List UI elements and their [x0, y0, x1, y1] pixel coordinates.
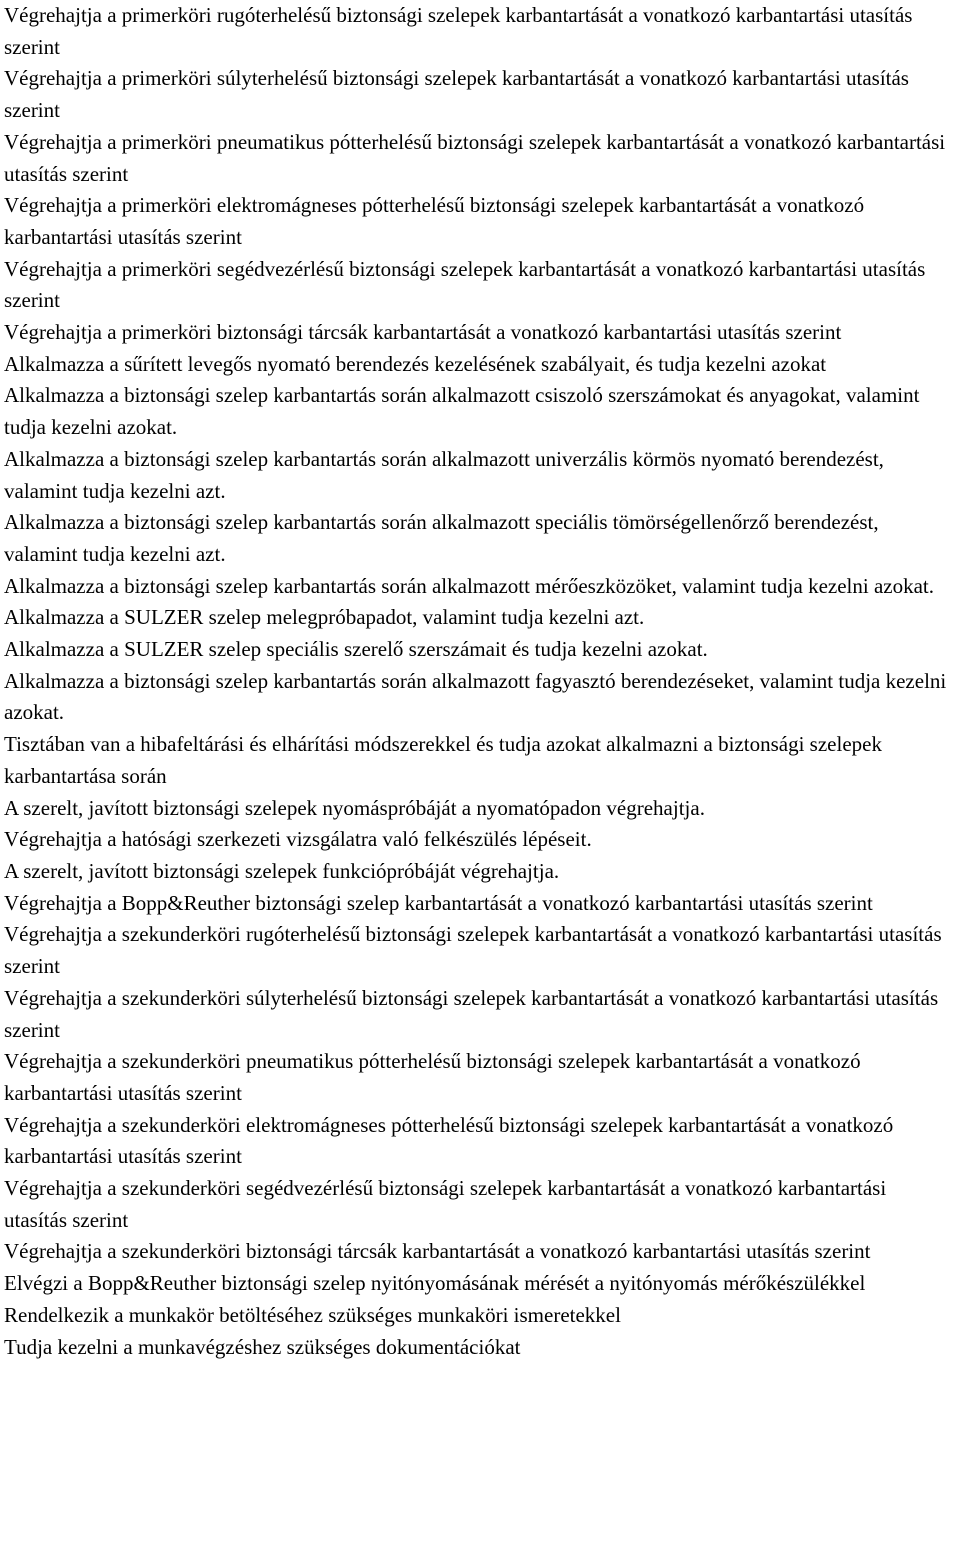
competency-item-13: Alkalmazza a SULZER szelep speciális szerelő szerszámait és tudja kezelni azokat. [4, 637, 708, 662]
competency-item-23: Végrehajtja a szekunderköri elektromágneses pótterhelésű biztonsági szelepek karbantartását a vonatkozó karbantartási utasítás szerint [4, 1112, 894, 1169]
competency-item-8: Alkalmazza a biztonsági szelep karbantartás során alkalmazott csiszoló szerszámokat és anyagokat, valamint tudja kezelni azokat. [4, 383, 920, 440]
competency-item-27: Rendelkezik a munkakör betöltéséhez szükséges munkaköri ismeretekkel [4, 1302, 621, 1327]
competency-item-24: Végrehajtja a szekunderköri segédvezérlésű biztonsági szelepek karbantartását a vonatkozó karbantartási utasítás szerint [4, 1176, 887, 1232]
competency-item-4: Végrehajtja a primerköri elektromágneses pótterhelésű biztonsági szelepek karbantartását a vonatkozó karbantartási utasítás szerint [4, 193, 865, 249]
competency-item-15: Tisztában van a hibafeltárási és elhárítási módszerekkel és tudja azokat alkalmazni a biztonsági szelepek karbantartása során [4, 732, 882, 788]
competency-item-20: Végrehajtja a szekunderköri rugóterhelésű biztonsági szelepek karbantartását a vonatkozó karbantartási utasítás szerint [4, 922, 942, 979]
competency-item-19: Végrehajtja a Bopp&Reuther biztonsági szelep karbantartását a vonatkozó karbantartási utasítás szerint [4, 890, 873, 915]
competency-item-14: Alkalmazza a biztonsági szelep karbantartás során alkalmazott fagyasztó berendezéseket, valamint tudja kezelni azokat. [4, 668, 947, 725]
competency-item-11: Alkalmazza a biztonsági szelep karbantartás során alkalmazott mérőeszközöket, valamint tudja kezelni azokat. [4, 573, 935, 598]
competency-item-3: Végrehajtja a primerköri pneumatikus pótterhelésű biztonsági szelepek karbantartását a vonatkozó karbantartási utasítás szerint [4, 129, 946, 186]
competency-item-5: Végrehajtja a primerköri segédvezérlésű biztonsági szelepek karbantartását a vonatkozó karbantartási utasítás szerint [4, 256, 926, 313]
competency-item-7: Alkalmazza a sűrített levegős nyomató berendezés kezelésének szabályait, és tudja kezelni azokat [4, 351, 827, 376]
competency-item-10: Alkalmazza a biztonsági szelep karbantartás során alkalmazott speciális tömörségellenőrző berendezést, valamint tudja kezelni azt. [4, 510, 879, 566]
competency-item-28: Tudja kezelni a munkavégzéshez szükséges dokumentációkat [4, 1334, 521, 1359]
competency-item-1: Végrehajtja a primerköri rugóterhelésű biztonsági szelepek karbantartását a vonatkozó karbantartási utasítás szerint [4, 3, 913, 59]
competency-item-18: A szerelt, javított biztonsági szelepek funkciópróbáját végrehajtja. [4, 858, 560, 883]
competency-item-21: Végrehajtja a szekunderköri súlyterhelésű biztonsági szelepek karbantartását a vonatkozó karbantartási utasítás szerint [4, 985, 939, 1042]
competency-item-12: Alkalmazza a SULZER szelep melegpróbapadot, valamint tudja kezelni azt. [4, 605, 645, 630]
competency-item-22: Végrehajtja a szekunderköri pneumatikus pótterhelésű biztonsági szelepek karbantartását a vonatkozó karbantartási utasítás szerint [4, 1049, 861, 1105]
competency-item-9: Alkalmazza a biztonsági szelep karbantartás során alkalmazott univerzális körmös nyomató berendezést, valamint tudja kezelni azt. [4, 446, 884, 503]
competency-item-2: Végrehajtja a primerköri súlyterhelésű biztonsági szelepek karbantartását a vonatkozó karbantartási utasítás szerint [4, 66, 909, 123]
competency-item-16: A szerelt, javított biztonsági szelepek nyomáspróbáját a nyomatópadon végrehajtja. [4, 795, 705, 820]
competency-item-26: Elvégzi a Bopp&Reuther biztonsági szelep nyitónyomásának mérését a nyitónyomás mérőkészülékkel [4, 1271, 866, 1296]
competency-item-17: Végrehajtja a hatósági szerkezeti vizsgálatra való felkészülés lépéseit. [4, 827, 592, 852]
competency-item-6: Végrehajtja a primerköri biztonsági tárcsák karbantartását a vonatkozó karbantartási utasítás szerint [4, 320, 842, 345]
competency-item-25: Végrehajtja a szekunderköri biztonsági tárcsák karbantartását a vonatkozó karbantartási utasítás szerint [4, 1239, 871, 1264]
